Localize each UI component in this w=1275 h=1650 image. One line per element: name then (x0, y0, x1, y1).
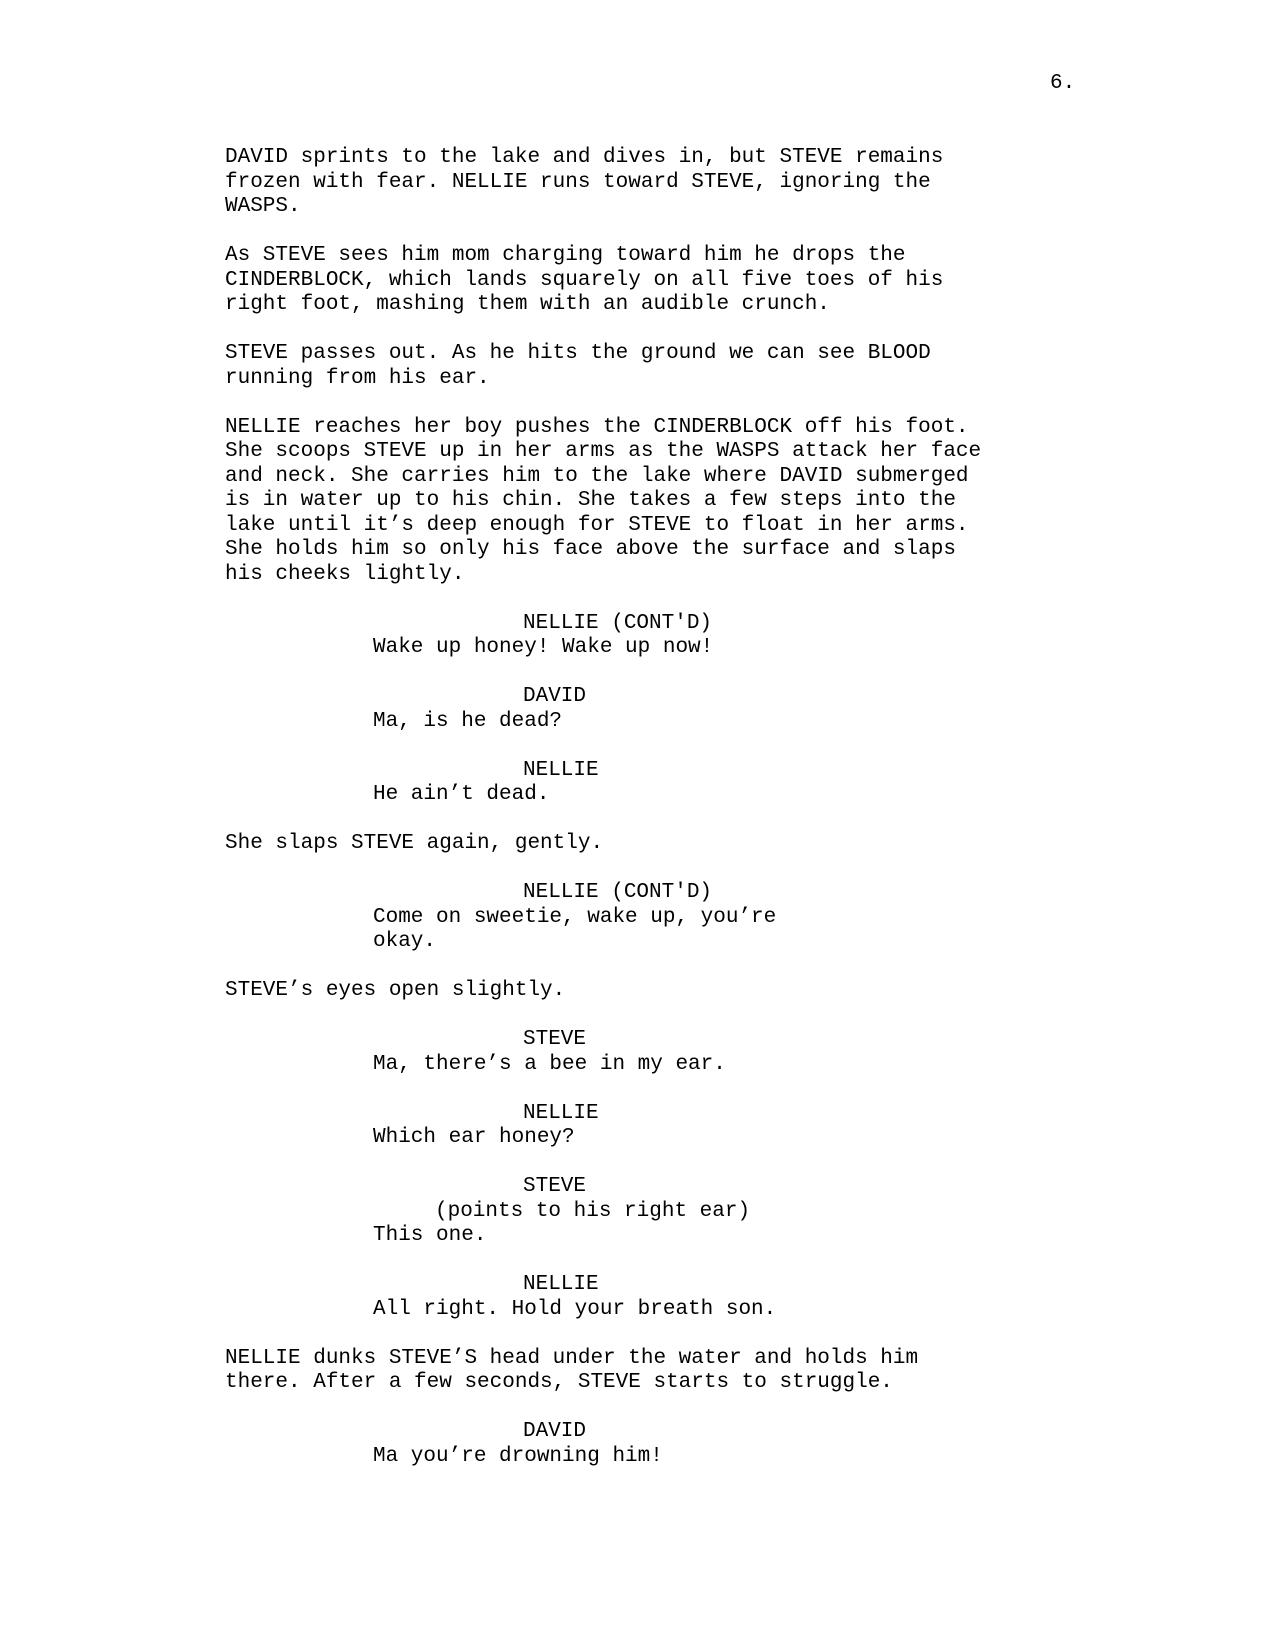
character-name: DAVID (523, 685, 587, 708)
action-line: WASPS. (225, 195, 301, 218)
action-line: CINDERBLOCK, which lands squarely on all five toes of his (225, 268, 944, 292)
dialogue-line: Which ear honey? (373, 1126, 575, 1149)
dialogue-block (0, 1273, 1275, 1322)
action-line: DAVID sprints to the lake and dives in, but STEVE remains (225, 146, 944, 169)
dialogue-block (0, 1420, 1275, 1469)
dialogue-block (0, 612, 1275, 661)
action-line: lake until it’s deep enough for STEVE to float in her arms. (225, 513, 969, 537)
action-paragraph (225, 146, 1275, 220)
character-name: STEVE (523, 1028, 587, 1051)
character-name: STEVE (523, 1175, 587, 1198)
character-name: NELLIE (523, 1101, 599, 1125)
dialogue-block (0, 881, 1275, 955)
character-name: NELLIE (523, 1273, 599, 1296)
dialogue-block (0, 1175, 1275, 1249)
character-name: DAVID (523, 1420, 587, 1443)
action-line: and neck. She carries him to the lake where DAVID submerged (225, 464, 969, 488)
dialogue-line: Come on sweetie, wake up, you’re (373, 905, 777, 929)
action-line: NELLIE dunks STEVE’S head under the water and holds him (225, 1346, 919, 1370)
dialogue-line: All right. Hold your breath son. (373, 1297, 777, 1321)
action-line: there. After a few seconds, STEVE starts to struggle. (225, 1371, 893, 1394)
dialogue-line: okay. (373, 930, 437, 953)
action-paragraph (225, 342, 1275, 391)
action-paragraph (225, 1347, 1275, 1396)
action-line: frozen with fear. NELLIE runs toward STEVE, ignoring the (225, 170, 931, 194)
dialogue-block (0, 685, 1275, 734)
page-number: 6. (1050, 72, 1076, 95)
dialogue-block (0, 759, 1275, 808)
character-name: NELLIE (CONT'D) (523, 881, 713, 904)
action-paragraph (225, 979, 1275, 1004)
character-name: NELLIE (CONT'D) (523, 611, 713, 635)
action-line: right foot, mashing them with an audible crunch. (225, 293, 830, 316)
action-line: She scoops STEVE up in her arms as the WASPS attack her face (225, 440, 982, 463)
action-line: running from his ear. (225, 366, 490, 390)
action-paragraph (225, 832, 1275, 857)
action-line: STEVE passes out. As he hits the ground we can see BLOOD (225, 342, 931, 365)
dialogue-block (0, 1102, 1275, 1151)
dialogue-line: Ma, is he dead? (373, 709, 563, 733)
dialogue-line: He ain’t dead. (373, 783, 550, 806)
dialogue-line: This one. (373, 1224, 487, 1247)
action-line: NELLIE reaches her boy pushes the CINDERBLOCK off his foot. (225, 415, 969, 439)
dialogue-line: Ma, there’s a bee in my ear. (373, 1052, 726, 1076)
action-line: his cheeks lightly. (225, 562, 465, 586)
action-paragraph (225, 416, 1275, 588)
dialogue-block (0, 1028, 1275, 1077)
parenthetical: (points to his right ear) (435, 1199, 751, 1223)
dialogue-line: Wake up honey! Wake up now! (373, 636, 714, 659)
action-line: She slaps STEVE again, gently. (225, 832, 604, 855)
action-line: is in water up to his chin. She takes a few steps into the (225, 489, 956, 512)
action-paragraph (225, 244, 1275, 318)
character-name: NELLIE (523, 758, 599, 782)
screenplay-body (0, 146, 1275, 1494)
action-line: She holds him so only his face above the surface and slaps (225, 538, 956, 561)
action-line: As STEVE sees him mom charging toward him he drops the (225, 244, 906, 267)
action-line: STEVE’s eyes open slightly. (225, 979, 566, 1002)
dialogue-line: Ma you’re drowning him! (373, 1444, 663, 1468)
